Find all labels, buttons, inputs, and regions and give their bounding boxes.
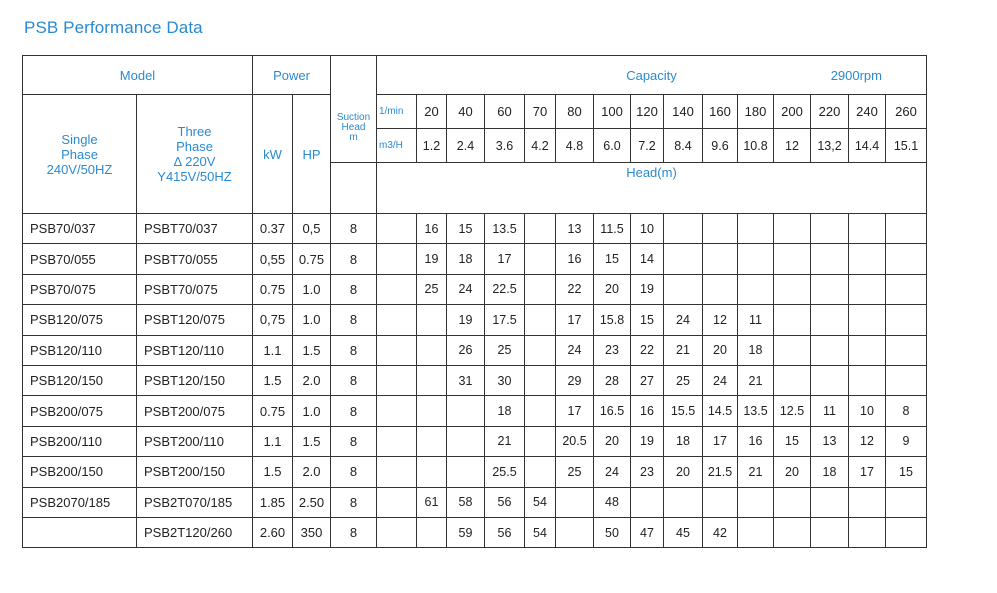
head-value-cell: 24 <box>664 305 703 335</box>
pump-model-single <box>23 517 137 547</box>
head-value-cell <box>738 214 774 244</box>
power-hp-cell: 2.50 <box>293 487 331 517</box>
three-phase-header <box>137 95 253 214</box>
head-value-cell <box>849 214 886 244</box>
head-value-cell <box>849 305 886 335</box>
pump-model-three: PSBT120/110 <box>137 335 253 365</box>
unit-blank-cell <box>377 396 417 426</box>
capacity-m3h-cell: 3.6 <box>485 129 525 163</box>
power-kw-cell: 1.85 <box>253 487 293 517</box>
pump-model-three: PSB2T120/260 <box>137 517 253 547</box>
capacity-m3h-cell: 2.4 <box>447 129 485 163</box>
head-value-cell <box>774 517 811 547</box>
suction-blank-cell <box>331 163 377 214</box>
power-kw-cell: 1.1 <box>253 335 293 365</box>
head-value-cell: 14 <box>631 244 664 274</box>
head-header: Head(m) <box>377 163 927 214</box>
head-value-cell: 24 <box>447 274 485 304</box>
head-value-cell: 15 <box>447 214 485 244</box>
head-value-cell <box>417 426 447 456</box>
power-kw-cell: 2.60 <box>253 517 293 547</box>
head-value-cell <box>886 274 927 304</box>
head-value-cell: 19 <box>631 426 664 456</box>
capacity-header <box>377 56 927 95</box>
power-kw-cell: 0.75 <box>253 274 293 304</box>
head-value-cell: 12.5 <box>774 396 811 426</box>
head-value-cell <box>664 244 703 274</box>
kw-header: kW <box>253 95 293 214</box>
suction-head-cell: 8 <box>331 274 377 304</box>
pump-model-single: PSB120/150 <box>23 365 137 395</box>
head-value-cell: 15 <box>631 305 664 335</box>
head-value-cell: 54 <box>525 517 556 547</box>
head-value-cell <box>525 335 556 365</box>
pump-model-single: PSB2070/185 <box>23 487 137 517</box>
head-value-cell: 11.5 <box>594 214 631 244</box>
head-value-cell: 16 <box>556 244 594 274</box>
table-row <box>23 274 927 304</box>
table-row <box>23 457 927 487</box>
performance-table-container <box>22 55 927 548</box>
unit-blank-cell <box>377 274 417 304</box>
single-phase-header <box>23 95 137 214</box>
head-value-cell: 30 <box>485 365 525 395</box>
head-value-cell <box>556 487 594 517</box>
head-value-cell: 56 <box>485 487 525 517</box>
head-value-cell <box>774 244 811 274</box>
head-value-cell: 20 <box>594 426 631 456</box>
head-value-cell: 12 <box>849 426 886 456</box>
capacity-lmin-cell: 140 <box>664 95 703 129</box>
head-value-cell: 21 <box>738 457 774 487</box>
head-value-cell: 20 <box>594 274 631 304</box>
suction-line-2: Head <box>341 122 366 134</box>
unit-lmin-label: 1/min <box>377 95 417 129</box>
power-kw-cell: 1.5 <box>253 457 293 487</box>
unit-blank-cell <box>377 426 417 456</box>
head-value-cell: 58 <box>447 487 485 517</box>
head-value-cell: 17 <box>556 305 594 335</box>
performance-table <box>22 55 927 548</box>
head-value-cell: 17 <box>849 457 886 487</box>
head-value-cell <box>811 517 849 547</box>
head-value-cell: 21 <box>664 335 703 365</box>
capacity-m3h-cell: 4.2 <box>525 129 556 163</box>
power-kw-cell: 1.5 <box>253 365 293 395</box>
pump-model-single: PSB70/075 <box>23 274 137 304</box>
head-value-cell <box>447 426 485 456</box>
pump-model-three: PSBT120/150 <box>137 365 253 395</box>
head-value-cell: 56 <box>485 517 525 547</box>
power-kw-cell: 0.75 <box>253 396 293 426</box>
power-header: Power <box>253 56 331 95</box>
capacity-m3h-cell: 7.2 <box>631 129 664 163</box>
suction-head-cell: 8 <box>331 396 377 426</box>
head-value-cell <box>556 517 594 547</box>
head-value-cell: 42 <box>703 517 738 547</box>
capacity-m3h-cell: 9.6 <box>703 129 738 163</box>
head-value-cell <box>774 274 811 304</box>
power-hp-cell: 1.5 <box>293 426 331 456</box>
head-value-cell <box>447 396 485 426</box>
head-value-cell: 19 <box>447 305 485 335</box>
head-value-cell: 22 <box>556 274 594 304</box>
head-value-cell <box>774 335 811 365</box>
head-value-cell: 31 <box>447 365 485 395</box>
head-value-cell: 16 <box>417 214 447 244</box>
suction-head-cell: 8 <box>331 487 377 517</box>
power-kw-cell: 1.1 <box>253 426 293 456</box>
head-value-cell: 18 <box>447 244 485 274</box>
head-value-cell: 13 <box>811 426 849 456</box>
head-value-cell <box>525 457 556 487</box>
head-value-cell: 25 <box>664 365 703 395</box>
capacity-lmin-cell: 60 <box>485 95 525 129</box>
head-value-cell: 17 <box>556 396 594 426</box>
suction-line-3: m <box>349 132 358 144</box>
suction-header <box>331 95 377 163</box>
suction-head-cell: 8 <box>331 214 377 244</box>
unit-blank-cell <box>377 244 417 274</box>
three-phase-line-2: Phase <box>176 139 213 154</box>
power-hp-cell: 1.0 <box>293 396 331 426</box>
head-value-cell: 16 <box>738 426 774 456</box>
head-value-cell: 20 <box>774 457 811 487</box>
head-value-cell: 24 <box>556 335 594 365</box>
capacity-lmin-cell: 40 <box>447 95 485 129</box>
head-value-cell <box>886 244 927 274</box>
head-value-cell: 15 <box>886 457 927 487</box>
head-value-cell: 47 <box>631 517 664 547</box>
capacity-m3h-cell: 13,2 <box>811 129 849 163</box>
head-value-cell <box>417 396 447 426</box>
capacity-m3h-cell: 10.8 <box>738 129 774 163</box>
capacity-m3h-cell: 1.2 <box>417 129 447 163</box>
suction-head-cell: 8 <box>331 517 377 547</box>
page-title: PSB Performance Data <box>24 18 203 37</box>
pump-model-single: PSB200/150 <box>23 457 137 487</box>
pump-model-three: PSBT200/110 <box>137 426 253 456</box>
suction-head-cell: 8 <box>331 305 377 335</box>
head-value-cell: 54 <box>525 487 556 517</box>
head-value-cell <box>447 457 485 487</box>
head-value-cell <box>811 365 849 395</box>
suction-head-cell: 8 <box>331 457 377 487</box>
capacity-lmin-cell: 80 <box>556 95 594 129</box>
head-value-cell <box>886 214 927 244</box>
suction-head-cell: 8 <box>331 244 377 274</box>
head-value-cell <box>886 365 927 395</box>
single-phase-line-1: Single <box>61 131 98 147</box>
head-value-cell: 10 <box>849 396 886 426</box>
pump-model-single: PSB200/075 <box>23 396 137 426</box>
pump-model-three: PSBT70/075 <box>137 274 253 304</box>
power-hp-cell: 2.0 <box>293 365 331 395</box>
table-row <box>23 517 927 547</box>
unit-blank-cell <box>377 487 417 517</box>
pump-model-three: PSBT200/150 <box>137 457 253 487</box>
head-value-cell: 21.5 <box>703 457 738 487</box>
head-value-cell: 16 <box>631 396 664 426</box>
suction-top-cell <box>331 56 377 95</box>
capacity-m3h-cell: 4.8 <box>556 129 594 163</box>
pump-model-single: PSB70/037 <box>23 214 137 244</box>
head-value-cell <box>703 487 738 517</box>
head-value-cell: 14.5 <box>703 396 738 426</box>
unit-blank-cell <box>377 365 417 395</box>
head-value-cell <box>525 365 556 395</box>
rpm-label: 2900rpm <box>830 67 882 83</box>
unit-blank-cell <box>377 517 417 547</box>
head-value-cell: 15.5 <box>664 396 703 426</box>
head-value-cell <box>631 487 664 517</box>
capacity-lmin-cell: 240 <box>849 95 886 129</box>
head-value-cell: 15 <box>594 244 631 274</box>
head-value-cell <box>849 244 886 274</box>
head-value-cell <box>849 274 886 304</box>
head-value-cell: 24 <box>594 457 631 487</box>
power-kw-cell: 0,75 <box>253 305 293 335</box>
single-phase-line-3: 240V/50HZ <box>46 161 113 177</box>
head-value-cell <box>811 335 849 365</box>
power-hp-cell: 1.5 <box>293 335 331 365</box>
pump-model-three: PSBT120/075 <box>137 305 253 335</box>
head-value-cell: 24 <box>703 365 738 395</box>
head-value-cell: 26 <box>447 335 485 365</box>
head-value-cell <box>703 244 738 274</box>
head-value-cell <box>849 365 886 395</box>
head-value-cell: 20.5 <box>556 426 594 456</box>
unit-blank-cell <box>377 335 417 365</box>
single-phase-line-2: Phase <box>61 146 98 162</box>
head-value-cell: 23 <box>631 457 664 487</box>
head-value-cell <box>664 214 703 244</box>
power-hp-cell: 350 <box>293 517 331 547</box>
capacity-m3h-cell: 14.4 <box>849 129 886 163</box>
head-value-cell: 9 <box>886 426 927 456</box>
head-value-cell <box>525 396 556 426</box>
head-value-cell: 18 <box>738 335 774 365</box>
head-value-cell: 17 <box>485 244 525 274</box>
unit-m3h-label: m3/H <box>377 129 417 163</box>
head-value-cell: 15 <box>774 426 811 456</box>
suction-head-cell: 8 <box>331 426 377 456</box>
head-value-cell: 15.8 <box>594 305 631 335</box>
head-value-cell: 16.5 <box>594 396 631 426</box>
power-hp-cell: 0,5 <box>293 214 331 244</box>
head-value-cell <box>703 214 738 244</box>
capacity-lmin-cell: 220 <box>811 95 849 129</box>
model-header: Model <box>23 56 253 95</box>
table-row <box>23 244 927 274</box>
head-value-cell: 25.5 <box>485 457 525 487</box>
pump-model-three: PSBT70/055 <box>137 244 253 274</box>
head-value-cell: 19 <box>417 244 447 274</box>
head-value-cell: 28 <box>594 365 631 395</box>
head-value-cell <box>525 244 556 274</box>
head-value-cell: 18 <box>485 396 525 426</box>
head-value-cell: 11 <box>738 305 774 335</box>
capacity-lmin-cell: 20 <box>417 95 447 129</box>
suction-head-cell: 8 <box>331 365 377 395</box>
power-hp-cell: 2.0 <box>293 457 331 487</box>
pump-model-single: PSB120/110 <box>23 335 137 365</box>
capacity-m3h-cell: 6.0 <box>594 129 631 163</box>
head-value-cell <box>886 487 927 517</box>
pump-model-single: PSB120/075 <box>23 305 137 335</box>
head-value-cell: 17 <box>703 426 738 456</box>
head-value-cell: 20 <box>703 335 738 365</box>
head-value-cell <box>738 244 774 274</box>
head-value-cell <box>525 274 556 304</box>
power-hp-cell: 0.75 <box>293 244 331 274</box>
head-value-cell: 21 <box>738 365 774 395</box>
table-row <box>23 305 927 335</box>
suction-line-1: Suction <box>336 112 371 124</box>
three-phase-line-1: Three <box>177 124 212 139</box>
head-value-cell <box>417 305 447 335</box>
unit-blank-cell <box>377 305 417 335</box>
table-row <box>23 426 927 456</box>
power-hp-cell: 1.0 <box>293 305 331 335</box>
head-value-cell <box>886 335 927 365</box>
head-value-cell <box>811 274 849 304</box>
head-value-cell: 20 <box>664 457 703 487</box>
table-row <box>23 396 927 426</box>
head-value-cell <box>849 517 886 547</box>
pump-model-single: PSB200/110 <box>23 426 137 456</box>
three-phase-line-3: Δ 220V <box>173 154 216 169</box>
capacity-lmin-cell: 100 <box>594 95 631 129</box>
pump-model-three: PSBT200/075 <box>137 396 253 426</box>
head-value-cell <box>664 487 703 517</box>
capacity-m3h-cell: 12 <box>774 129 811 163</box>
head-value-cell <box>774 305 811 335</box>
table-row <box>23 487 927 517</box>
head-value-cell <box>886 517 927 547</box>
head-value-cell <box>417 365 447 395</box>
capacity-lmin-cell: 180 <box>738 95 774 129</box>
head-value-cell: 27 <box>631 365 664 395</box>
head-value-cell: 13 <box>556 214 594 244</box>
head-value-cell: 50 <box>594 517 631 547</box>
head-value-cell: 13.5 <box>738 396 774 426</box>
head-value-cell <box>417 517 447 547</box>
head-value-cell <box>525 214 556 244</box>
head-value-cell: 8 <box>886 396 927 426</box>
head-value-cell: 18 <box>664 426 703 456</box>
power-kw-cell: 0.37 <box>253 214 293 244</box>
three-phase-line-4: Y415V/50HZ <box>157 169 232 184</box>
head-value-cell <box>417 457 447 487</box>
capacity-lmin-cell: 160 <box>703 95 738 129</box>
head-value-cell: 22.5 <box>485 274 525 304</box>
capacity-lmin-cell: 120 <box>631 95 664 129</box>
head-value-cell: 25 <box>417 274 447 304</box>
head-value-cell: 61 <box>417 487 447 517</box>
table-row <box>23 335 927 365</box>
performance-table-body <box>23 214 927 548</box>
power-hp-cell: 1.0 <box>293 274 331 304</box>
head-value-cell: 48 <box>594 487 631 517</box>
pump-model-three: PSBT70/037 <box>137 214 253 244</box>
power-kw-cell: 0,55 <box>253 244 293 274</box>
pump-model-three: PSB2T070/185 <box>137 487 253 517</box>
hp-header: HP <box>293 95 331 214</box>
head-value-cell <box>738 517 774 547</box>
head-value-cell <box>886 305 927 335</box>
unit-blank-cell <box>377 214 417 244</box>
head-value-cell <box>525 426 556 456</box>
head-value-cell: 17.5 <box>485 305 525 335</box>
head-value-cell: 25 <box>485 335 525 365</box>
head-value-cell: 21 <box>485 426 525 456</box>
capacity-lmin-cell: 260 <box>886 95 927 129</box>
head-value-cell: 29 <box>556 365 594 395</box>
head-value-cell <box>811 214 849 244</box>
capacity-lmin-cell: 200 <box>774 95 811 129</box>
head-value-cell: 18 <box>811 457 849 487</box>
head-value-cell <box>738 274 774 304</box>
head-value-cell <box>738 487 774 517</box>
capacity-m3h-cell: 8.4 <box>664 129 703 163</box>
capacity-label: Capacity <box>626 67 677 83</box>
head-value-cell <box>849 335 886 365</box>
pump-model-single: PSB70/055 <box>23 244 137 274</box>
capacity-lmin-cell: 70 <box>525 95 556 129</box>
suction-head-cell: 8 <box>331 335 377 365</box>
head-value-cell <box>774 365 811 395</box>
head-value-cell <box>774 214 811 244</box>
head-value-cell <box>811 305 849 335</box>
head-value-cell: 19 <box>631 274 664 304</box>
head-value-cell <box>703 274 738 304</box>
head-value-cell <box>774 487 811 517</box>
head-value-cell: 59 <box>447 517 485 547</box>
head-value-cell: 10 <box>631 214 664 244</box>
head-value-cell: 13.5 <box>485 214 525 244</box>
unit-blank-cell <box>377 457 417 487</box>
capacity-m3h-cell: 15.1 <box>886 129 927 163</box>
table-row <box>23 214 927 244</box>
head-value-cell <box>811 244 849 274</box>
head-value-cell <box>417 335 447 365</box>
table-row <box>23 365 927 395</box>
head-value-cell: 23 <box>594 335 631 365</box>
head-value-cell: 25 <box>556 457 594 487</box>
head-value-cell <box>664 274 703 304</box>
head-value-cell: 11 <box>811 396 849 426</box>
head-value-cell <box>525 305 556 335</box>
head-value-cell: 22 <box>631 335 664 365</box>
head-value-cell <box>849 487 886 517</box>
head-value-cell <box>811 487 849 517</box>
head-value-cell: 12 <box>703 305 738 335</box>
head-value-cell: 45 <box>664 517 703 547</box>
